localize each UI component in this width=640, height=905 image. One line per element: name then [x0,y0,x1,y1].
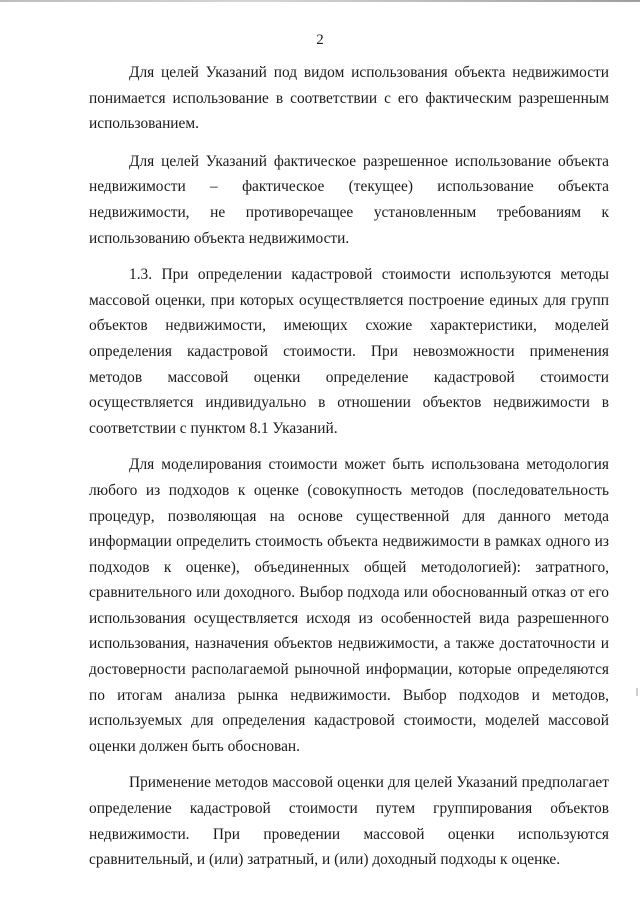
document-body [89,60,609,873]
paragraph-section-1-3: 1.3. При определении кадастровой стоимости используются методы массовой оценки, при которых осуществляется построение единых для групп объектов недвижимости, имеющих схожие характеристики, моделей определения кадастровой стоимости. При невозможности применения методов массовой оценки определение кадастровой стоимости осуществляется индивидуально в отношении объектов недвижимости в соответствии с пунктом 8.1 Указаний. [89,266,609,437]
paragraph-valuation-approaches: Для моделирования стоимости может быть использована методология любого из подходов к оценке (совокупность методов (последовательность процедур, позволяющая на основе существенной для данного метода информации определить стоимость объекта недвижимости в рамках одного из подходов к оценке), объединенных общей методологией): затратного, сравнительного или доходного. Выбор подхода или обоснованный отказ от его использования осуществляется исходя из особенностей вида разрешенного использования, назначения объектов недвижимости, а также достаточности и достоверности располагаемой рыночной информации, которые определяются по итогам анализа рынка недвижимости. Выбор подходов и методов, используемых для определения кадастровой стоимости, моделей массовой оценки должен быть обоснован. [89,456,609,755]
paragraph-actual-permitted-use: Для целей Указаний фактическое разрешенное использование объекта недвижимости – фактическое (текущее) использование объекта недвижимости, не противоречащее установленным требованиям к использованию объекта недвижимости. [89,152,609,247]
page-top-edge [0,0,640,2]
paragraph-mass-valuation-methods: Применение методов массовой оценки для целей Указаний предполагает определение кадастровой стоимости путем группирования объектов недвижимости. При проведении массовой оценки используются сравнительный, и (или) затратный, и (или) доходный подходы к оценке. [89,774,609,869]
scan-artifact [636,688,638,696]
paragraph-use-type-definition: Для целей Указаний под видом использования объекта недвижимости понимается использование в соответствии с его фактическим разрешенным использованием. [89,64,609,133]
page-number: 2 [316,32,324,48]
